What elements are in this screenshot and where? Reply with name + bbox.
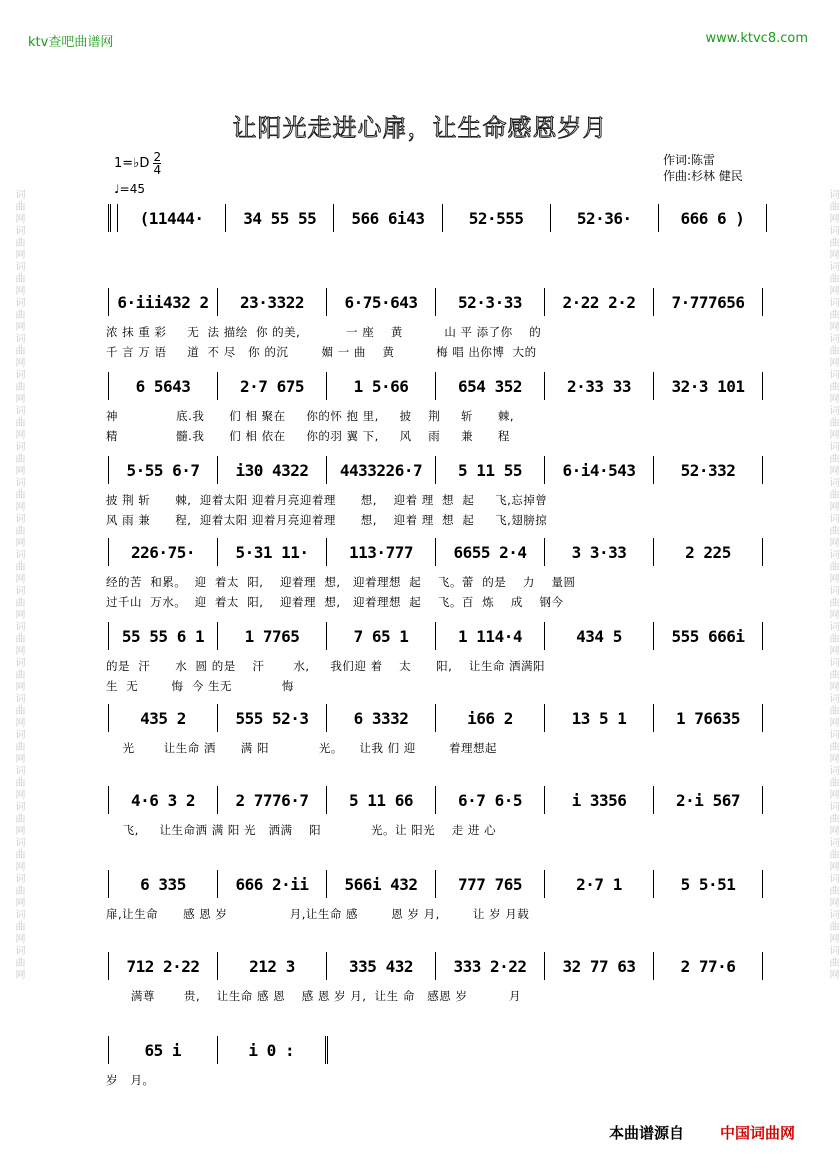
measure: 23·3322: [218, 288, 327, 316]
measure: 666 6 ): [659, 204, 767, 232]
source-site-link[interactable]: 中国词曲网: [720, 1124, 796, 1142]
notation-row: [108, 1036, 328, 1064]
measure: 6 335: [108, 870, 218, 898]
measure: 32 77 63: [545, 952, 654, 980]
time-signature: [153, 151, 161, 176]
notation-row: [108, 952, 763, 980]
measure: 7·777656: [654, 288, 763, 316]
measure: 2 225: [654, 538, 763, 566]
lyric-line: 披 荆 斩 棘, 迎着太阳 迎着月亮迎着理 想, 迎着 理 想 起 飞,忘掉曾: [106, 493, 548, 507]
measure: i66 2: [436, 704, 545, 732]
measure: 1 114·4: [436, 622, 545, 650]
measure: 2 77·6: [654, 952, 763, 980]
measure: 4·6 3 2: [108, 786, 218, 814]
notation-row: [108, 704, 763, 732]
measure: (11444·: [117, 204, 226, 232]
measure: 1 7765: [218, 622, 327, 650]
notation-row: [108, 870, 763, 898]
measure: 6·iii432 2: [108, 288, 218, 316]
key-signature: [114, 151, 161, 176]
measure: 3 3·33: [545, 538, 654, 566]
tempo-marking: ♩=45: [114, 182, 145, 196]
notation-row: [108, 538, 763, 566]
lyric-line: 光 让生命 洒 满 阳 光。 让我 们 迎 着理想起: [106, 741, 497, 755]
measure: 5 5·51: [654, 870, 763, 898]
measure: 6655 2·4: [436, 538, 545, 566]
measure: 2·7 1: [545, 870, 654, 898]
lyric-line: 生 无 悔 今 生无 悔: [106, 679, 294, 693]
measure: 34 55 55: [226, 204, 334, 232]
measure: 6·75·643: [327, 288, 436, 316]
lyric-line: 精 髓.我 们 相 依在 你的羽 翼 下, 风 雨 兼 程: [106, 429, 510, 443]
measure: 52·332: [654, 456, 763, 484]
notation-row: [108, 372, 763, 400]
measure: 52·36·: [551, 204, 659, 232]
measure: 113·777: [327, 538, 436, 566]
measure: 2·i 567: [654, 786, 763, 814]
measure: 6 5643: [108, 372, 218, 400]
side-watermark-right: 词曲网词曲网词曲网词曲网词曲网词曲网词曲网词曲网词曲网词曲网词曲网词曲网词曲网词曲网词曲网词曲网词曲网词曲网词曲网词曲网词曲网词曲网: [827, 188, 838, 981]
measure: 1 76635: [654, 704, 763, 732]
measure: 13 5 1: [545, 704, 654, 732]
measure: 55 55 6 1: [108, 622, 218, 650]
measure: 6 3332: [327, 704, 436, 732]
lyric-line: 扉,让生命 感 恩 岁 月,让生命 感 恩 岁 月, 让 岁 月载: [106, 907, 530, 921]
lyric-line: 满尊 贵, 让生命 感 恩 感 恩 岁 月, 让生 命 感恩 岁 月: [106, 989, 521, 1003]
measure: 5·55 6·7: [108, 456, 218, 484]
time-numerator: 2: [153, 150, 162, 164]
measure: 333 2·22: [436, 952, 545, 980]
measure: i30 4322: [218, 456, 327, 484]
measure: i 3356: [545, 786, 654, 814]
lyricist: 作词:陈雷: [663, 153, 716, 167]
source-label: 本曲谱源自: [609, 1124, 685, 1142]
measure: 2·7 675: [218, 372, 327, 400]
side-watermark-left: 词曲网词曲网词曲网词曲网词曲网词曲网词曲网词曲网词曲网词曲网词曲网词曲网词曲网词曲网词曲网词曲网词曲网词曲网词曲网词曲网词曲网词曲网: [13, 188, 24, 981]
measure: 2 7776·7: [218, 786, 327, 814]
composer: 作曲:杉林 健民: [663, 169, 743, 183]
measure: 777 765: [436, 870, 545, 898]
key-note: D: [139, 156, 150, 171]
lyric-line: 岁 月。: [106, 1073, 155, 1087]
measure: 212 3: [218, 952, 327, 980]
measure: 226·75·: [108, 538, 218, 566]
lyric-line: 风 雨 兼 程, 迎着太阳 迎着月亮迎着理 想, 迎着 理 想 起 飞,翅膀掠: [106, 513, 548, 527]
song-title: 让阳光走进心扉，让生命感恩岁月: [232, 114, 608, 142]
lyric-line: 浓 抹 重 彩 无 法 描绘 你 的美, 一 座 黄 山 平 添了你 的: [106, 325, 542, 339]
notation-row: [108, 288, 763, 316]
notation-row: [108, 786, 763, 814]
measure: 65 i: [108, 1036, 218, 1064]
notation-row: [108, 622, 763, 650]
measure: 5·31 11·: [218, 538, 327, 566]
measure: 435 2: [108, 704, 218, 732]
measure: 7 65 1: [327, 622, 436, 650]
measure: 5 11 55: [436, 456, 545, 484]
key-prefix: 1=: [114, 156, 134, 171]
lyric-line: 神 底.我 们 相 聚在 你的怀 抱 里, 披 荆 斩 棘,: [106, 409, 515, 423]
notation-row: [108, 204, 767, 232]
site-link-right[interactable]: www.ktvc8.com: [705, 31, 808, 46]
measure: 566 6i43: [334, 204, 442, 232]
measure: 654 352: [436, 372, 545, 400]
measure: 566i 432: [327, 870, 436, 898]
measure: 6·7 6·5: [436, 786, 545, 814]
lyric-line: 的是 汗 水 圆 的是 汗 水, 我们迎 着 太 阳, 让生命 洒满阳: [106, 659, 545, 673]
measure: 52·555: [443, 204, 551, 232]
flat-sign: ♭: [133, 156, 140, 171]
measure: 5 11 66: [327, 786, 436, 814]
measure: 2·22 2·2: [545, 288, 654, 316]
measure: 712 2·22: [108, 952, 218, 980]
measure: 1 5·66: [327, 372, 436, 400]
measure: 666 2·ii: [218, 870, 327, 898]
measure: 434 5: [545, 622, 654, 650]
measure: 52·3·33: [436, 288, 545, 316]
notation-row: [108, 456, 763, 484]
measure: i 0 :: [218, 1036, 329, 1064]
measure: 335 432: [327, 952, 436, 980]
lyric-line: 过千山 万水。 迎 着太 阳, 迎着理 想, 迎着理想 起 飞。百 炼 成 钢今: [106, 595, 564, 609]
lyric-line: 经的苦 和累。 迎 着太 阳, 迎着理 想, 迎着理想 起 飞。蕾 的是 力 量圆: [106, 575, 576, 589]
site-link-left[interactable]: ktv查吧曲谱网: [28, 35, 114, 50]
measure: 555 666i: [654, 622, 763, 650]
measure: 32·3 101: [654, 372, 763, 400]
measure: 555 52·3: [218, 704, 327, 732]
time-denominator: 4: [153, 163, 162, 177]
measure: 2·33 33: [545, 372, 654, 400]
measure: 4433226·7: [327, 456, 436, 484]
credits: [663, 152, 743, 184]
lyric-line: 飞, 让生命洒 满 阳 光 洒满 阳 光。让 阳光 走 进 心: [106, 823, 497, 837]
measure: 6·i4·543: [545, 456, 654, 484]
lyric-line: 千 言 万 语 道 不 尽 你 的沉 媚 一 曲 黄 梅 唱 出你博 大的: [106, 345, 537, 359]
